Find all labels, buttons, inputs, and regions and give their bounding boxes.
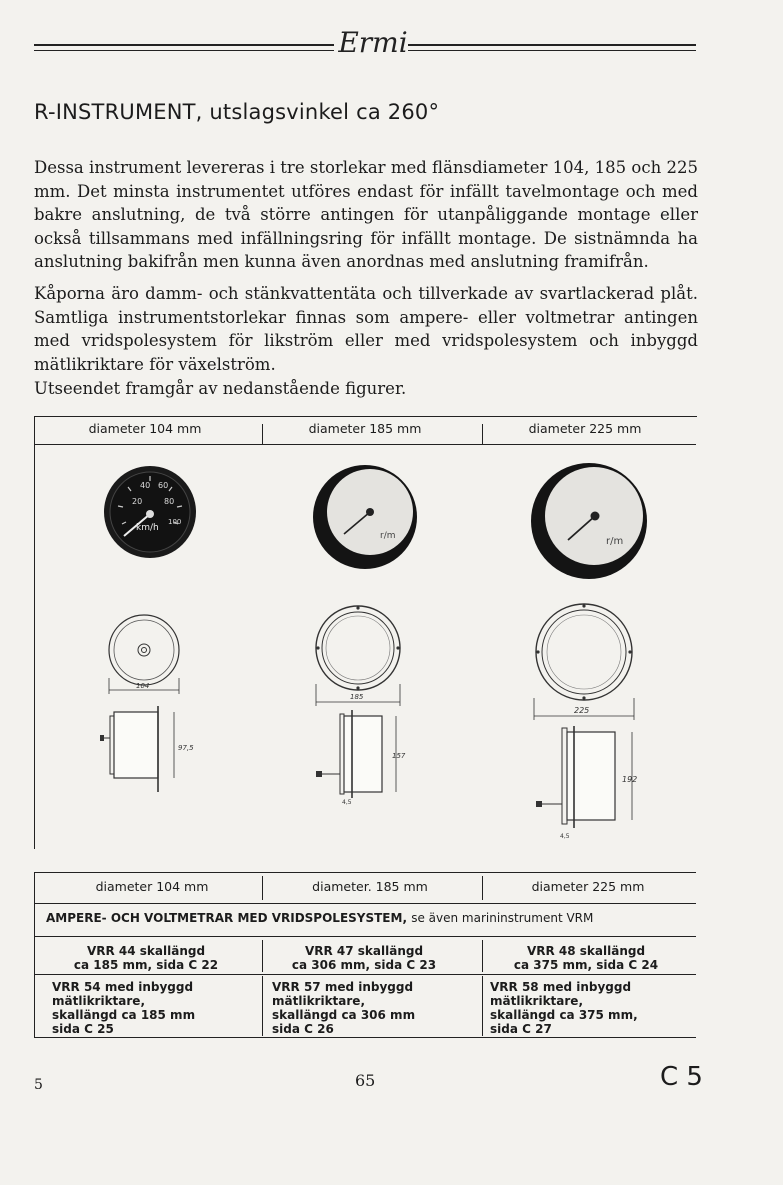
small-dial-unit: km/h bbox=[136, 523, 159, 533]
large-dial-unit: r/m bbox=[606, 536, 624, 547]
table-row2-104-line4: sida C 25 bbox=[52, 1022, 114, 1036]
figure-header-separator bbox=[34, 444, 696, 445]
table-head-divider-2 bbox=[482, 876, 483, 900]
table-head-104: diameter 104 mm bbox=[95, 879, 209, 894]
medium-depth-dimension: 157 bbox=[392, 752, 406, 760]
table-bottom-rule bbox=[34, 1037, 696, 1038]
small-depth-dimension: 97,5 bbox=[178, 744, 194, 752]
table-row2-divider-2 bbox=[482, 976, 483, 1036]
large-side-drawing bbox=[530, 724, 642, 842]
svg-text:Ermi: Ermi bbox=[338, 26, 408, 59]
small-dial-tick-60: 60 bbox=[158, 481, 169, 490]
table-row2-185-line4: sida C 26 bbox=[272, 1022, 334, 1036]
small-dial-tick-100: 100 bbox=[168, 518, 182, 526]
table-row2-225-line1: VRR 58 med inbyggd bbox=[490, 980, 632, 994]
table-row2-225-line4: sida C 27 bbox=[490, 1022, 552, 1036]
figure-col-divider-1 bbox=[262, 424, 263, 444]
table-row2-cell-185 bbox=[272, 980, 472, 1036]
figure-col-head-104: diameter 104 mm bbox=[88, 421, 202, 436]
small-width-dimension: 104 bbox=[136, 682, 150, 690]
figure-col-head-185: diameter 185 mm bbox=[308, 421, 422, 436]
medium-side-drawing bbox=[312, 706, 408, 810]
table-head-185: diameter. 185 mm bbox=[312, 879, 428, 894]
table-row2-104-line1: VRR 54 med inbyggd bbox=[52, 980, 194, 994]
table-subheader-note: se även marininstrument VRM bbox=[411, 911, 594, 925]
table-row2-cell-225 bbox=[490, 980, 690, 1036]
table-row1-cell-185 bbox=[264, 944, 464, 972]
table-subheader bbox=[46, 911, 686, 925]
table-row1-225-line1: VRR 48 skallängd bbox=[526, 944, 646, 958]
table-row2-divider-1 bbox=[262, 976, 263, 1036]
table-head-225: diameter 225 mm bbox=[531, 879, 645, 894]
ermi-logo-icon bbox=[338, 20, 408, 64]
figure-col-head-225: diameter 225 mm bbox=[528, 421, 642, 436]
header-rule-right bbox=[408, 44, 696, 51]
section-code: C 5 bbox=[660, 1062, 703, 1092]
large-instrument-photo bbox=[528, 460, 650, 582]
large-width-dimension: 225 bbox=[574, 706, 590, 715]
small-dial-tick-40: 40 bbox=[140, 481, 151, 490]
table-subheader-main: AMPERE- OCH VOLTMETRAR MED VRIDSPOLESYSTEM, bbox=[46, 911, 408, 925]
medium-dial-unit: r/m bbox=[380, 531, 396, 541]
table-row2-225-line3: skallängd ca 375 mm, bbox=[490, 1008, 638, 1022]
figure-col-divider-2 bbox=[482, 424, 483, 444]
small-dial-tick-80: 80 bbox=[164, 497, 175, 506]
small-dial-tick-20: 20 bbox=[132, 497, 143, 506]
table-row1-cell-225 bbox=[486, 944, 686, 972]
medium-instrument-photo bbox=[310, 462, 420, 572]
table-subheader-rule bbox=[34, 936, 696, 937]
table-row2-104-line2: mätlikriktare, bbox=[52, 994, 146, 1008]
small-side-drawing bbox=[98, 700, 198, 796]
large-front-drawing bbox=[530, 602, 638, 722]
table-row2-cell-104 bbox=[52, 980, 252, 1036]
table-row1-185-line1: VRR 47 skallängd bbox=[304, 944, 424, 958]
medium-width-dimension: 185 bbox=[350, 693, 364, 701]
header-rule-left bbox=[34, 44, 334, 51]
paragraph-sizes: Dessa instrument levereras i tre storlekar med flänsdiameter 104, 185 och 225 mm. Det minsta instrumentet utföres endast för infällt tavelmontage och med bakre anslutning, de två större antingen för utanpåliggande montage eller också tillsammans med infällningsring för infällt montage. De sistnämnda ha anslutning bakifrån men kunna även anordnas med anslutning framifrån. bbox=[34, 158, 698, 271]
paragraph-figures: Utseendet framgår av nedanstående figurer. bbox=[34, 379, 407, 398]
medium-front-drawing bbox=[312, 604, 408, 708]
table-row1-225-line2: ca 375 mm, sida C 24 bbox=[513, 958, 659, 972]
table-row2-225-line2: mätlikriktare, bbox=[490, 994, 584, 1008]
footer-mark: 5 bbox=[34, 1077, 43, 1093]
table-top-rule bbox=[34, 872, 696, 873]
table-row1-cell-104 bbox=[46, 944, 246, 972]
table-head-rule bbox=[34, 903, 696, 904]
table-row2-104-line3: skallängd ca 185 mm bbox=[52, 1008, 196, 1022]
small-instrument-photo bbox=[100, 462, 200, 562]
table-row1-rule bbox=[34, 974, 696, 975]
table-row2-185-line3: skallängd ca 306 mm bbox=[272, 1008, 416, 1022]
page-title: R-INSTRUMENT, utslagsvinkel ca 260° bbox=[34, 100, 440, 124]
page-number: 65 bbox=[355, 1071, 376, 1090]
table-head-divider-1 bbox=[262, 876, 263, 900]
brand-logo bbox=[338, 20, 408, 64]
table-row2-185-line2: mätlikriktare, bbox=[272, 994, 366, 1008]
large-depth-dimension: 192 bbox=[622, 775, 638, 784]
medium-stud-label: 4,5 bbox=[342, 799, 352, 806]
large-stud-label: 4,5 bbox=[560, 833, 570, 840]
table-row1-divider-1 bbox=[262, 940, 263, 972]
table-row1-104-line2: ca 185 mm, sida C 22 bbox=[73, 958, 219, 972]
table-left-rule bbox=[34, 872, 35, 1038]
paragraph-casings: Kåporna äro damm- och stänkvattentäta och tillverkade av svartlackerad plåt. Samtliga instrumentstorlekar finnas som ampere- eller voltmetrar antingen med vridspolesystem för likström eller med vridspolesystem och inbyggd mätlikriktare för växelström. bbox=[34, 284, 698, 374]
small-front-drawing bbox=[100, 608, 200, 698]
table-row1-divider-2 bbox=[482, 940, 483, 972]
table-row1-104-line1: VRR 44 skallängd bbox=[86, 944, 206, 958]
table-row2-185-line1: VRR 57 med inbyggd bbox=[272, 980, 414, 994]
table-row1-185-line2: ca 306 mm, sida C 23 bbox=[291, 958, 437, 972]
